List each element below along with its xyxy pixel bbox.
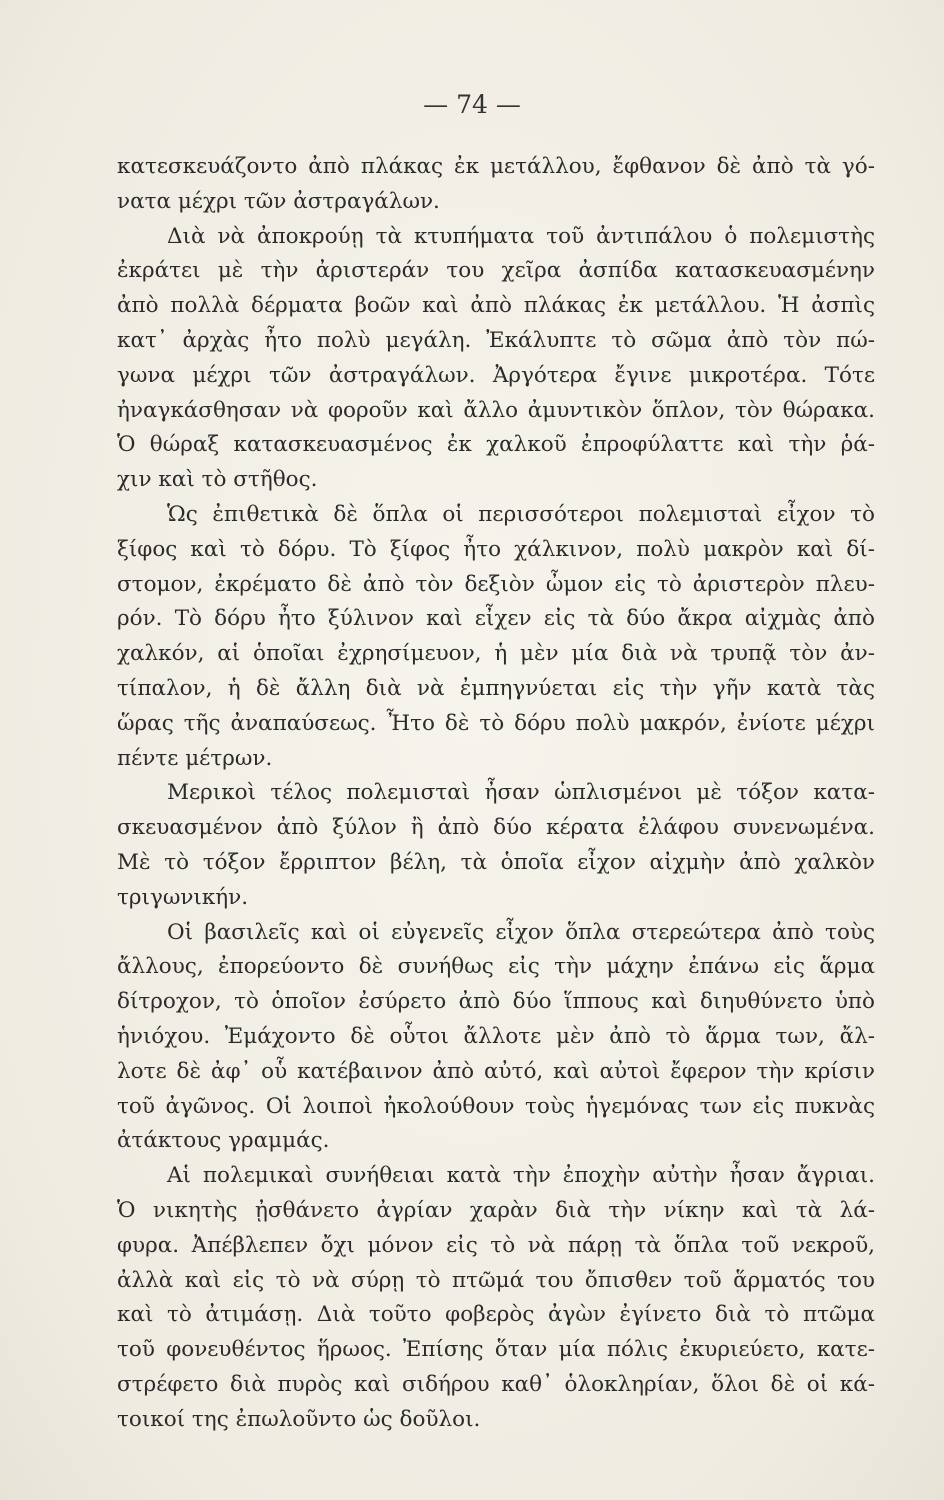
text-line: ἡνιόχου. Ἐμάχοντο δὲ οὗτοι ἄλλοτε μὲν ἀπὸ τὸ ἅρμα των, ἄλ- bbox=[117, 1023, 875, 1049]
text-line: Ὁ νικητὴς ᾐσθάνετο ἀγρίαν χαρὰν διὰ τὴν νίκην καὶ τὰ λά- bbox=[117, 1197, 875, 1223]
text-line: τοικοί της ἐπωλοῦντο ὡς δοῦλοι. bbox=[117, 1406, 481, 1432]
page-number: — 74 — bbox=[423, 90, 521, 119]
text-line: καὶ τὸ ἀτιμάσῃ. Διὰ τοῦτο φοβερὸς ἀγὼν ἐγίνετο διὰ τὸ πτῶμα bbox=[117, 1302, 875, 1328]
text-line: τίπαλον, ἡ δὲ ἄλλη διὰ νὰ ἐμπηγνύεται εἰς τὴν γῆν κατὰ τὰς bbox=[117, 675, 875, 701]
text-line: στομον, ἐκρέματο δὲ ἀπὸ τὸν δεξιὸν ὦμον εἰς τὸ ἀριστερὸν πλευ- bbox=[117, 571, 875, 597]
text-line: Διὰ νὰ ἀποκρούῃ τὰ κτυπήματα τοῦ ἀντιπάλου ὁ πολεμιστὴς bbox=[167, 223, 875, 249]
text-line: ἐκράτει μὲ τὴν ἀριστεράν του χεῖρα ἀσπίδα κατασκευασμένην bbox=[117, 258, 875, 284]
text-line: ξίφος καὶ τὸ δόρυ. Τὸ ξίφος ἦτο χάλκινον, πολὺ μακρὸν καὶ δί- bbox=[117, 536, 875, 562]
text-line: σκευασμένον ἀπὸ ξύλον ἢ ἀπὸ δύο κέρατα ἐλάφου συνενωμένα. bbox=[117, 815, 875, 841]
text-line: Ὡς ἐπιθετικὰ δὲ ὅπλα οἱ περισσότεροι πολεμισταὶ εἶχον τὸ bbox=[167, 501, 875, 527]
text-line: Αἱ πολεμικαὶ συνήθειαι κατὰ τὴν ἐποχὴν αὐτὴν ἦσαν ἄγριαι. bbox=[167, 1163, 875, 1189]
text-line: ρόν. Τὸ δόρυ ἦτο ξύλινον καὶ εἶχεν εἰς τὰ δύο ἄκρα αἰχμὰς ἀπὸ bbox=[117, 606, 875, 632]
text-line: γωνα μέχρι τῶν ἀστραγάλων. Ἀργότερα ἔγινε μικροτέρα. Τότε bbox=[117, 362, 875, 388]
text-line: τοῦ φονευθέντος ἥρωος. Ἐπίσης ὅταν μία πόλις ἐκυριεύετο, κατε- bbox=[117, 1337, 875, 1363]
text-line: τοῦ ἀγῶνος. Οἱ λοιποὶ ἠκολούθουν τοὺς ἡγεμόνας των εἰς πυκνὰς bbox=[117, 1093, 875, 1119]
text-line: Οἱ βασιλεῖς καὶ οἱ εὐγενεῖς εἶχον ὅπλα στερεώτερα ἀπὸ τοὺς bbox=[167, 919, 875, 945]
text-line: ἠναγκάσθησαν νὰ φοροῦν καὶ ἄλλο ἀμυντικὸν ὅπλον, τὸν θώρακα. bbox=[117, 397, 875, 423]
text-line: ἀλλὰ καὶ εἰς τὸ νὰ σύρῃ τὸ πτῶμά του ὄπισθεν τοῦ ἅρματός του bbox=[117, 1267, 875, 1293]
text-line: χαλκόν, αἱ ὁποῖαι ἐχρησίμευον, ἡ μὲν μία διὰ νὰ τρυπᾷ τὸν ἀν- bbox=[117, 641, 875, 667]
body-text bbox=[117, 150, 875, 1437]
text-line: φυρα. Ἀπέβλεπεν ὄχι μόνον εἰς τὸ νὰ πάρῃ τὰ ὅπλα τοῦ νεκροῦ, bbox=[117, 1232, 875, 1258]
text-line: χιν καὶ τὸ στῆθος. bbox=[117, 467, 318, 493]
text-line: στρέφετο διὰ πυρὸς καὶ σιδήρου καθ᾿ ὁλοκληρίαν, ὅλοι δὲ οἱ κά- bbox=[117, 1371, 875, 1397]
text-line: κατ᾿ ἀρχὰς ἦτο πολὺ μεγάλη. Ἐκάλυπτε τὸ σῶμα ἀπὸ τὸν πώ- bbox=[117, 327, 875, 353]
text-line: δίτροχον, τὸ ὁποῖον ἐσύρετο ἀπὸ δύο ἵππους καὶ διηυθύνετο ὑπὸ bbox=[117, 989, 875, 1015]
text-line: ἀπὸ πολλὰ δέρματα βοῶν καὶ ἀπὸ πλάκας ἐκ μετάλλου. Ἡ ἀσπὶς bbox=[117, 293, 875, 319]
text-line: λοτε δὲ ἀφ᾿ οὗ κατέβαινον ἀπὸ αὐτό, καὶ αὐτοὶ ἔφερον τὴν κρίσιν bbox=[117, 1058, 875, 1084]
text-line: ὥρας τῆς ἀναπαύσεως. Ἦτο δὲ τὸ δόρυ πολὺ μακρόν, ἐνίοτε μέχρι bbox=[117, 710, 875, 736]
text-line: Ὁ θώραξ κατασκευασμένος ἐκ χαλκοῦ ἐπροφύλαττε καὶ τὴν ῥά- bbox=[117, 432, 875, 458]
text-line: Μερικοὶ τέλος πολεμισταὶ ἦσαν ὡπλισμένοι μὲ τόξον κατα- bbox=[167, 780, 875, 806]
text-line: ἀτάκτους γραμμάς. bbox=[117, 1128, 330, 1154]
text-line: κατεσκευάζοντο ἀπὸ πλάκας ἐκ μετάλλου, ἔφθανον δὲ ἀπὸ τὰ γό- bbox=[117, 154, 875, 179]
text-line: νατα μέχρι τῶν ἀστραγάλων. bbox=[117, 188, 440, 214]
text-line: Μὲ τὸ τόξον ἔρριπτον βέλη, τὰ ὁποῖα εἶχον αἰχμὴν ἀπὸ χαλκὸν bbox=[117, 849, 875, 875]
text-line: ἄλλους, ἐπορεύοντο δὲ συνήθως εἰς τὴν μάχην ἐπάνω εἰς ἅρμα bbox=[117, 954, 875, 980]
text-line: τριγωνικήν. bbox=[117, 884, 249, 910]
text-line: πέντε μέτρων. bbox=[117, 745, 273, 771]
